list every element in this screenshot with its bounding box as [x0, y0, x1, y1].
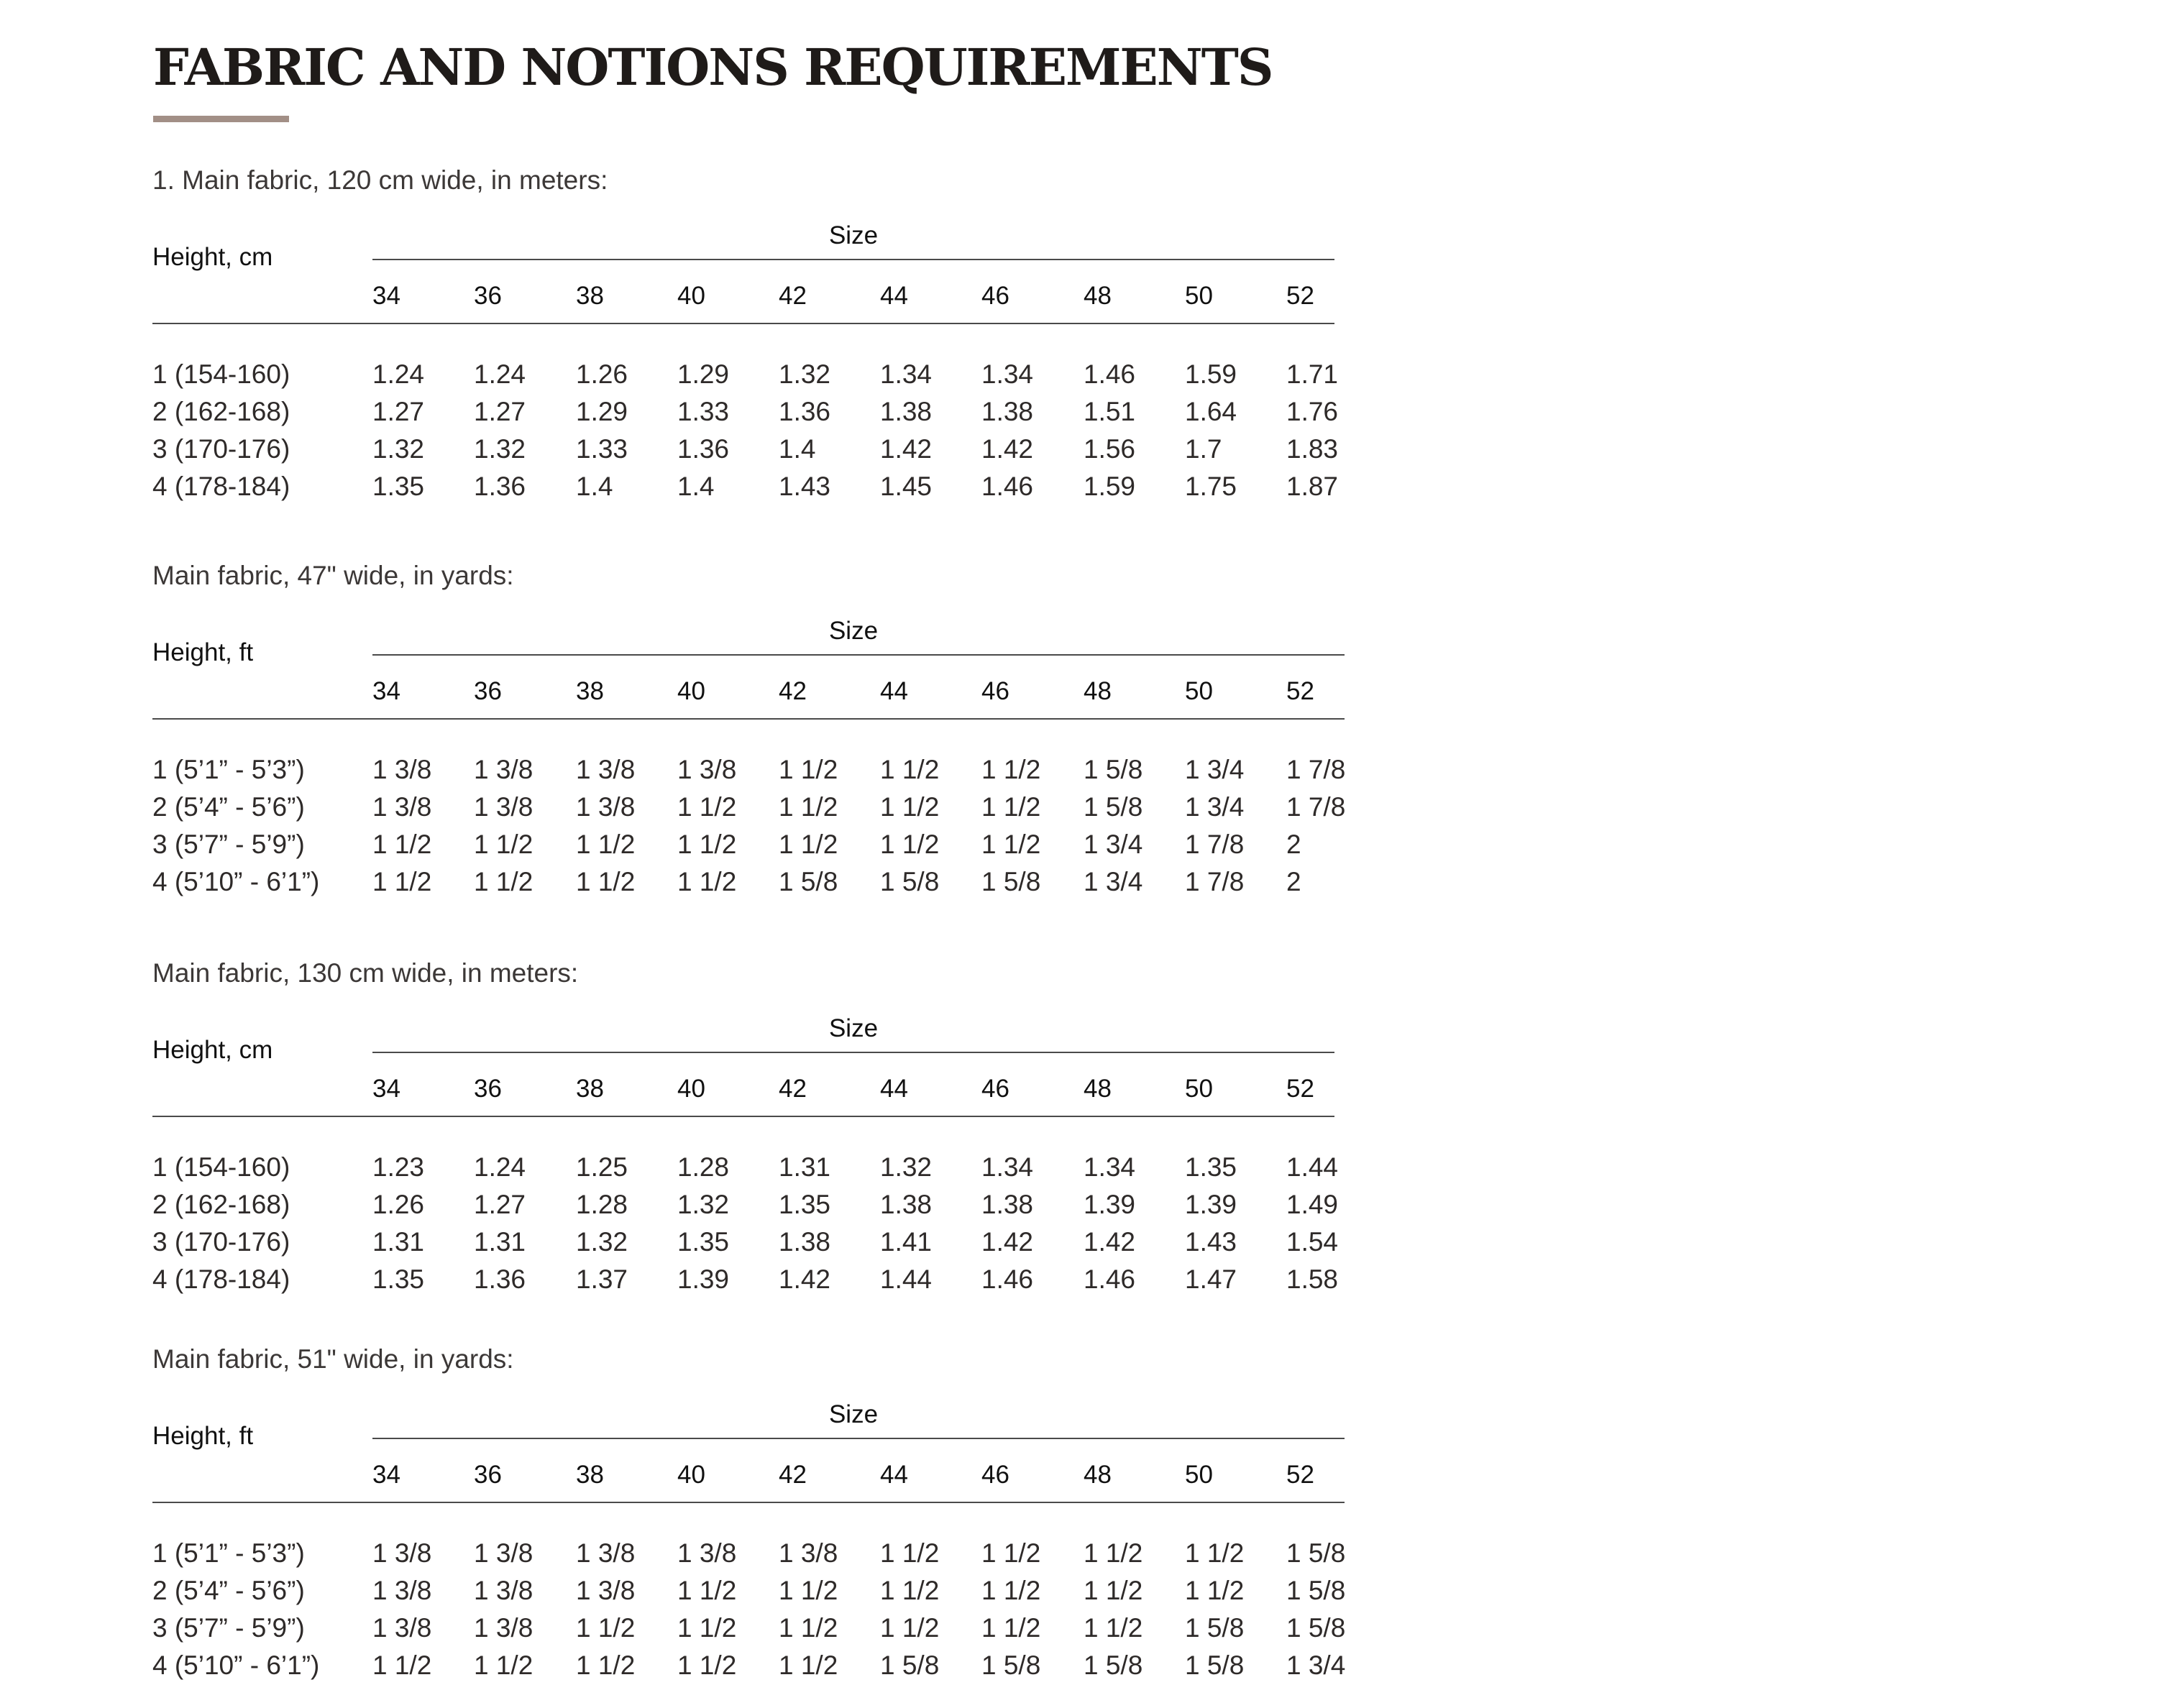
table-cell: 1.42: [880, 434, 933, 464]
table-cell: 1 1/2: [981, 1576, 1041, 1605]
table-cell: 1 5/8: [880, 1650, 940, 1680]
table-cell: 1.43: [1185, 1227, 1237, 1257]
table-cell: 1.39: [1185, 1190, 1237, 1219]
table-cell: 1.38: [880, 397, 933, 426]
table-cell: 1 3/8: [677, 1538, 737, 1568]
size-column-header: 34: [372, 282, 400, 310]
table-cell: 1 5/8: [880, 867, 940, 896]
table-cell: 1.37: [576, 1264, 628, 1294]
row-height-label: 1 (154-160): [152, 1152, 290, 1182]
table-cell: 1 1/2: [372, 830, 432, 859]
table-cell: 1.43: [779, 472, 831, 501]
size-column-header: 40: [677, 1461, 705, 1489]
table-cell: 1.36: [677, 434, 730, 464]
size-column-header: 50: [1185, 1075, 1213, 1103]
table-cell: 1 1/2: [880, 1613, 940, 1643]
table-cell: 1 3/8: [474, 1538, 533, 1568]
table-cell: 1.31: [779, 1152, 831, 1182]
size-header: Size: [828, 1400, 879, 1428]
size-column-header: 48: [1084, 282, 1112, 310]
table-cell: 1 3/8: [372, 1538, 432, 1568]
table-cell: 1 3/8: [372, 792, 432, 822]
table-cell: 1.32: [779, 359, 831, 389]
size-column-header: 36: [474, 1075, 502, 1103]
table-cell: 1 5/8: [1286, 1538, 1346, 1568]
row-height-label: 4 (5’10” - 6’1”): [152, 1650, 320, 1680]
size-column-header: 36: [474, 1461, 502, 1489]
table-cell: 1.75: [1185, 472, 1237, 501]
table-cell: 1.24: [474, 359, 526, 389]
title-underline: [153, 116, 289, 122]
table-cell: 1.47: [1185, 1264, 1237, 1294]
fabric-table-130cm: [0, 955, 2157, 1315]
table-cell: 1.76: [1286, 397, 1339, 426]
table-cell: 1.27: [372, 397, 425, 426]
size-column-header: 52: [1286, 1461, 1314, 1489]
size-column-header: 46: [981, 677, 1009, 705]
row-height-label: 1 (5’1” - 5’3”): [152, 1538, 305, 1568]
row-height-label: 4 (178-184): [152, 1264, 290, 1294]
table-cell: 1.34: [880, 359, 933, 389]
table-cell: 2: [1286, 867, 1301, 896]
table-cell: 1 1/2: [576, 1650, 636, 1680]
table-cell: 1 3/4: [1084, 867, 1143, 896]
table-cell: 1 3/8: [576, 1538, 636, 1568]
table-cell: 1.38: [880, 1190, 933, 1219]
size-column-header: 42: [779, 1075, 807, 1103]
row-height-label: 3 (5’7” - 5’9”): [152, 830, 305, 859]
table-cell: 1.46: [981, 472, 1034, 501]
header-rule: [372, 654, 1345, 656]
table-cell: 1 1/2: [779, 830, 838, 859]
table-cell: 1 1/2: [372, 1650, 432, 1680]
row-height-label: 2 (162-168): [152, 1190, 290, 1219]
table-cell: 1.83: [1286, 434, 1339, 464]
table-cell: 1 3/8: [474, 792, 533, 822]
table-cell: 1.38: [779, 1227, 831, 1257]
table-cell: 1.31: [474, 1227, 526, 1257]
table-cell: 1.59: [1084, 472, 1136, 501]
size-column-header: 40: [677, 677, 705, 705]
table-cell: 1 3/8: [474, 1613, 533, 1643]
table-cell: 1 3/8: [576, 792, 636, 822]
table-cell: 1 3/8: [474, 1576, 533, 1605]
size-column-header: 38: [576, 282, 604, 310]
header-divider: [152, 323, 1334, 324]
table-cell: 1.4: [779, 434, 816, 464]
table-cell: 1 1/2: [779, 755, 838, 784]
table-cell: 1.87: [1286, 472, 1339, 501]
table-cell: 1 1/2: [474, 867, 533, 896]
table-cell: 1 1/2: [576, 830, 636, 859]
table-cell: 1 1/2: [474, 1650, 533, 1680]
table-cell: 1 1/2: [1185, 1538, 1245, 1568]
table-cell: 1 1/2: [576, 867, 636, 896]
size-column-header: 50: [1185, 677, 1213, 705]
table-cell: 1.39: [677, 1264, 730, 1294]
table-cell: 1.46: [1084, 359, 1136, 389]
table-caption: 1. Main fabric, 120 cm wide, in meters:: [152, 165, 608, 195]
table-cell: 1 3/8: [576, 1576, 636, 1605]
table-cell: 1.4: [576, 472, 613, 501]
table-cell: 1.38: [981, 1190, 1034, 1219]
table-cell: 1.28: [677, 1152, 730, 1182]
table-cell: 1 1/2: [880, 830, 940, 859]
table-cell: 1.42: [981, 434, 1034, 464]
table-cell: 1.27: [474, 1190, 526, 1219]
table-cell: 1.32: [576, 1227, 628, 1257]
table-cell: 1 1/2: [880, 1538, 940, 1568]
table-cell: 1 3/8: [779, 1538, 838, 1568]
row-height-label: 1 (154-160): [152, 359, 290, 389]
table-cell: 1.45: [880, 472, 933, 501]
size-header: Size: [828, 617, 879, 645]
table-cell: 1.46: [981, 1264, 1034, 1294]
table-cell: 1.44: [880, 1264, 933, 1294]
table-cell: 1 5/8: [981, 867, 1041, 896]
size-column-header: 52: [1286, 1075, 1314, 1103]
size-column-header: 34: [372, 1075, 400, 1103]
table-cell: 1.56: [1084, 434, 1136, 464]
table-cell: 1 5/8: [1084, 1650, 1143, 1680]
table-cell: 1 1/2: [677, 1613, 737, 1643]
table-cell: 1.51: [1084, 397, 1136, 426]
size-column-header: 38: [576, 1075, 604, 1103]
table-cell: 1 3/8: [372, 1613, 432, 1643]
size-header: Size: [828, 1014, 879, 1042]
size-column-header: 48: [1084, 1461, 1112, 1489]
size-column-header: 40: [677, 1075, 705, 1103]
table-cell: 1.71: [1286, 359, 1339, 389]
table-cell: 1 1/2: [576, 1613, 636, 1643]
row-height-label: 1 (5’1” - 5’3”): [152, 755, 305, 784]
table-cell: 1 1/2: [1084, 1538, 1143, 1568]
table-cell: 1.35: [372, 1264, 425, 1294]
table-cell: 1 3/8: [372, 1576, 432, 1605]
table-cell: 1.49: [1286, 1190, 1339, 1219]
size-column-header: 44: [880, 677, 908, 705]
table-cell: 1 1/2: [474, 830, 533, 859]
table-cell: 1 3/4: [1185, 755, 1245, 784]
table-cell: 1 3/4: [1185, 792, 1245, 822]
table-cell: 1.24: [372, 359, 425, 389]
table-cell: 1.32: [677, 1190, 730, 1219]
height-column-label: Height, ft: [152, 638, 254, 666]
table-cell: 1 5/8: [1286, 1576, 1346, 1605]
table-cell: 1 3/4: [1286, 1650, 1346, 1680]
height-column-label: Height, cm: [152, 1036, 273, 1064]
size-column-header: 42: [779, 1461, 807, 1489]
header-divider: [152, 718, 1345, 720]
table-caption: Main fabric, 47" wide, in yards:: [152, 561, 514, 590]
table-cell: 1.44: [1286, 1152, 1339, 1182]
table-cell: 1 1/2: [677, 1650, 737, 1680]
table-cell: 1.64: [1185, 397, 1237, 426]
table-cell: 1 1/2: [677, 792, 737, 822]
size-column-header: 44: [880, 1075, 908, 1103]
table-cell: 1.42: [981, 1227, 1034, 1257]
table-cell: 1 3/8: [677, 755, 737, 784]
table-cell: 1 1/2: [880, 1576, 940, 1605]
table-cell: 1.54: [1286, 1227, 1339, 1257]
table-cell: 1 3/8: [474, 755, 533, 784]
size-column-header: 40: [677, 282, 705, 310]
row-height-label: 2 (162-168): [152, 397, 290, 426]
size-column-header: 34: [372, 1461, 400, 1489]
size-column-header: 48: [1084, 1075, 1112, 1103]
height-column-label: Height, ft: [152, 1422, 254, 1450]
size-column-header: 38: [576, 1461, 604, 1489]
size-header: Size: [828, 221, 879, 249]
table-cell: 1.24: [474, 1152, 526, 1182]
table-cell: 1.4: [677, 472, 715, 501]
table-cell: 1 1/2: [779, 1650, 838, 1680]
size-column-header: 46: [981, 1075, 1009, 1103]
size-column-header: 48: [1084, 677, 1112, 705]
table-caption: Main fabric, 130 cm wide, in meters:: [152, 958, 579, 988]
height-column-label: Height, cm: [152, 243, 273, 271]
size-column-header: 42: [779, 677, 807, 705]
table-cell: 1.33: [677, 397, 730, 426]
table-cell: 1.32: [880, 1152, 933, 1182]
table-cell: 1 3/8: [576, 755, 636, 784]
size-column-header: 42: [779, 282, 807, 310]
size-column-header: 38: [576, 677, 604, 705]
table-cell: 1 1/2: [677, 867, 737, 896]
table-cell: 1.26: [576, 359, 628, 389]
table-cell: 1 5/8: [981, 1650, 1041, 1680]
fabric-table-51in: [0, 1341, 2157, 1701]
table-cell: 1 5/8: [1185, 1650, 1245, 1680]
table-cell: 1.25: [576, 1152, 628, 1182]
row-height-label: 2 (5’4” - 5’6”): [152, 1576, 305, 1605]
table-caption: Main fabric, 51" wide, in yards:: [152, 1344, 514, 1374]
table-cell: 1.26: [372, 1190, 425, 1219]
table-cell: 1.35: [1185, 1152, 1237, 1182]
table-cell: 1.31: [372, 1227, 425, 1257]
table-cell: 1.36: [779, 397, 831, 426]
table-cell: 1.39: [1084, 1190, 1136, 1219]
table-cell: 1 1/2: [981, 1538, 1041, 1568]
table-cell: 1.34: [981, 359, 1034, 389]
fabric-table-120cm: [0, 162, 2157, 522]
table-cell: 1.41: [880, 1227, 933, 1257]
table-cell: 1 7/8: [1185, 867, 1245, 896]
table-cell: 1.35: [372, 472, 425, 501]
table-cell: 1 3/4: [1084, 830, 1143, 859]
row-height-label: 3 (170-176): [152, 434, 290, 464]
table-cell: 1 1/2: [779, 1613, 838, 1643]
table-cell: 1.32: [474, 434, 526, 464]
table-cell: 1.27: [474, 397, 526, 426]
table-cell: 1.33: [576, 434, 628, 464]
table-cell: 1 1/2: [981, 830, 1041, 859]
table-cell: 1.38: [981, 397, 1034, 426]
size-column-header: 44: [880, 282, 908, 310]
table-cell: 1 1/2: [880, 755, 940, 784]
table-cell: 1.23: [372, 1152, 425, 1182]
row-height-label: 2 (5’4” - 5’6”): [152, 792, 305, 822]
table-cell: 1 1/2: [779, 792, 838, 822]
table-cell: 1 1/2: [981, 1613, 1041, 1643]
table-cell: 1 1/2: [981, 755, 1041, 784]
table-cell: 1.59: [1185, 359, 1237, 389]
size-column-header: 36: [474, 282, 502, 310]
header-rule: [372, 1052, 1334, 1053]
header-divider: [152, 1502, 1345, 1503]
size-column-header: 34: [372, 677, 400, 705]
table-cell: 1 1/2: [779, 1576, 838, 1605]
table-cell: 1.29: [677, 359, 730, 389]
row-height-label: 3 (5’7” - 5’9”): [152, 1613, 305, 1643]
table-cell: 1.35: [677, 1227, 730, 1257]
table-cell: 1.42: [779, 1264, 831, 1294]
size-column-header: 52: [1286, 282, 1314, 310]
table-cell: 1 5/8: [1084, 792, 1143, 822]
row-height-label: 4 (5’10” - 6’1”): [152, 867, 320, 896]
page-title: FABRIC AND NOTIONS REQUIREMENTS: [153, 37, 1273, 97]
table-cell: 1 7/8: [1185, 830, 1245, 859]
table-cell: 1.7: [1185, 434, 1222, 464]
table-cell: 1.35: [779, 1190, 831, 1219]
row-height-label: 3 (170-176): [152, 1227, 290, 1257]
size-column-header: 46: [981, 282, 1009, 310]
table-cell: 1.42: [1084, 1227, 1136, 1257]
table-cell: 1.29: [576, 397, 628, 426]
table-cell: 1.46: [1084, 1264, 1136, 1294]
header-divider: [152, 1116, 1334, 1117]
fabric-table-47in: [0, 558, 2157, 917]
table-cell: 1 1/2: [677, 1576, 737, 1605]
size-column-header: 50: [1185, 1461, 1213, 1489]
table-cell: 1.58: [1286, 1264, 1339, 1294]
table-cell: 2: [1286, 830, 1301, 859]
size-column-header: 36: [474, 677, 502, 705]
size-column-header: 52: [1286, 677, 1314, 705]
table-cell: 1 7/8: [1286, 792, 1346, 822]
table-cell: 1 5/8: [1185, 1613, 1245, 1643]
table-cell: 1 1/2: [677, 830, 737, 859]
table-cell: 1 1/2: [1084, 1613, 1143, 1643]
table-cell: 1.28: [576, 1190, 628, 1219]
table-cell: 1.36: [474, 472, 526, 501]
table-cell: 1 1/2: [372, 867, 432, 896]
table-cell: 1 1/2: [1185, 1576, 1245, 1605]
table-cell: 1.32: [372, 434, 425, 464]
table-cell: 1 7/8: [1286, 755, 1346, 784]
row-height-label: 4 (178-184): [152, 472, 290, 501]
size-column-header: 44: [880, 1461, 908, 1489]
size-column-header: 50: [1185, 282, 1213, 310]
size-column-header: 46: [981, 1461, 1009, 1489]
table-cell: 1 3/8: [372, 755, 432, 784]
table-cell: 1.34: [1084, 1152, 1136, 1182]
table-cell: 1.34: [981, 1152, 1034, 1182]
table-cell: 1 5/8: [1286, 1613, 1346, 1643]
header-rule: [372, 259, 1334, 260]
table-cell: 1.36: [474, 1264, 526, 1294]
header-rule: [372, 1438, 1345, 1439]
table-cell: 1 5/8: [779, 867, 838, 896]
table-cell: 1 5/8: [1084, 755, 1143, 784]
table-cell: 1 1/2: [880, 792, 940, 822]
table-cell: 1 1/2: [981, 792, 1041, 822]
table-cell: 1 1/2: [1084, 1576, 1143, 1605]
